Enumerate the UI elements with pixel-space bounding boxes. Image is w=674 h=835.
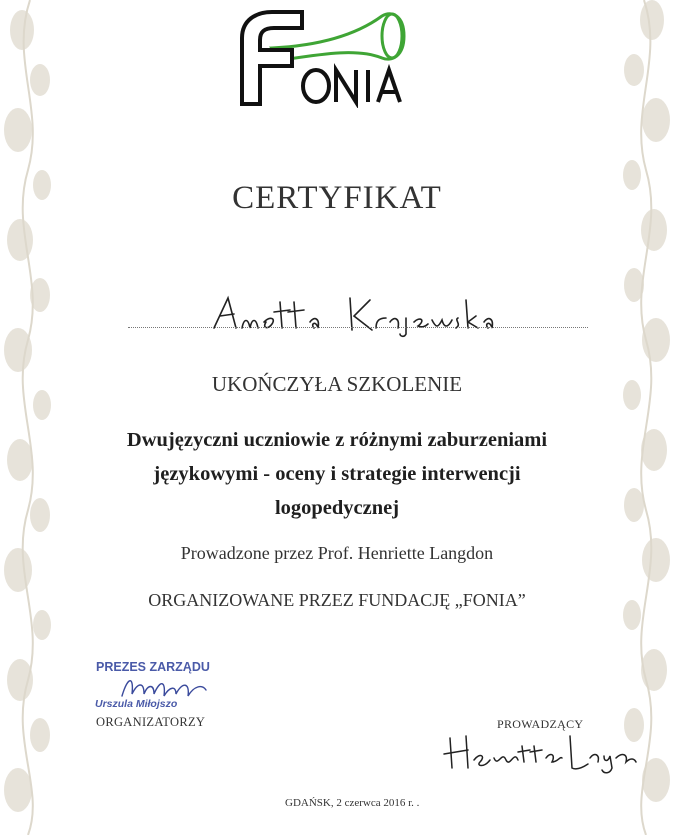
organized-by-text: ORGANIZOWANE PRZEZ FUNDACJĘ „FONIA” (148, 590, 526, 610)
certificate-title: CERTYFIKAT (232, 180, 442, 216)
course-title (0, 423, 674, 525)
course-title-line: językowymi - oceny i strategie interwencji (153, 463, 521, 485)
led-by-text: Prowadzone przez Prof. Henriette Langdon (180, 543, 494, 563)
completed-label: UKOŃCZYŁA SZKOLENIE (211, 372, 463, 396)
course-title-line: Dwujęzyczni uczniowie z różnymi zaburzeniami (126, 429, 548, 451)
fonia-logo (232, 8, 412, 108)
recipient-name-handwriting (200, 290, 520, 338)
stamp-title: PREZES ZARZĄDU (96, 660, 210, 674)
recipient-name-line (128, 327, 588, 328)
place-and-date: GDAŃSK, 2 czerwca 2016 r. . (285, 797, 420, 809)
leader-label: PROWADZĄCY (497, 717, 584, 731)
organizers-label: ORGANIZATORZY (96, 715, 206, 729)
stamp-name: Urszula Miłojszo (95, 698, 178, 710)
leader-signature (440, 728, 640, 776)
course-title-line: logopedycznej (274, 497, 400, 519)
president-stamp (90, 660, 225, 712)
